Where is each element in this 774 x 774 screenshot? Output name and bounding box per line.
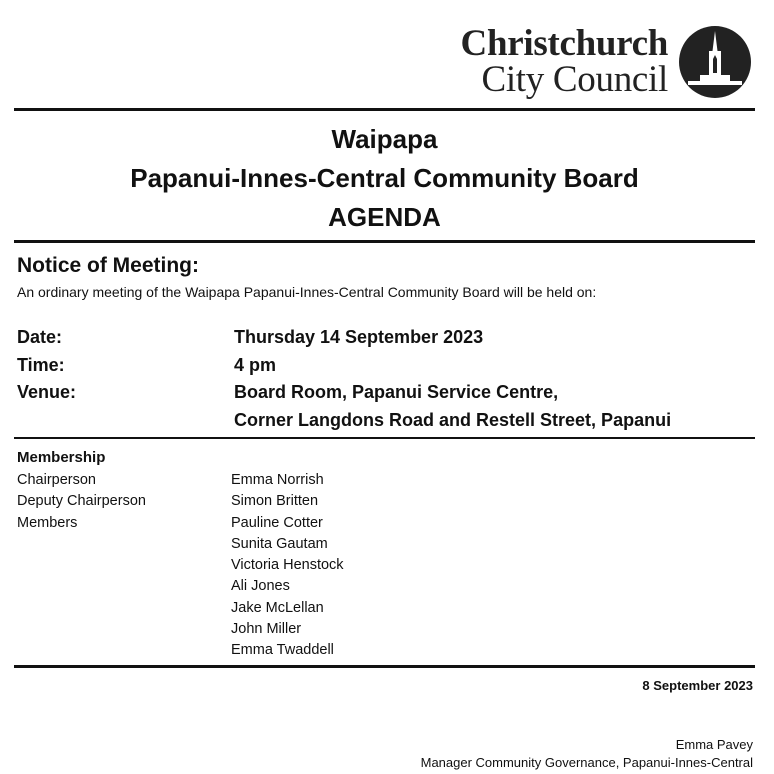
membership-list xyxy=(17,470,344,662)
member-role: Chairperson xyxy=(17,472,96,488)
title-rule xyxy=(14,240,755,243)
member-name: Emma Norrish xyxy=(231,472,324,488)
signatory-name: Emma Pavey xyxy=(675,737,753,752)
member-row xyxy=(17,598,344,619)
member-name: Emma Twaddell xyxy=(231,642,334,659)
member-row xyxy=(17,640,344,661)
meeting-details xyxy=(17,324,671,434)
venue-label: Venue: xyxy=(17,382,77,402)
member-row xyxy=(17,619,344,640)
member-name: Simon Britten xyxy=(231,493,319,510)
title-line-1: Waipapa xyxy=(331,124,438,154)
issued-date: 8 September 2023 xyxy=(642,678,753,693)
member-role xyxy=(17,619,231,640)
member-name: Pauline Cotter xyxy=(231,514,323,531)
signatory-title: Manager Community Governance, Papanui-Innes-Central xyxy=(420,755,753,770)
member-row xyxy=(17,470,344,491)
membership-heading: Membership xyxy=(17,449,106,466)
member-role xyxy=(17,576,231,597)
date-value: Thursday 14 September 2023 xyxy=(234,327,484,347)
member-row xyxy=(17,534,344,555)
member-row xyxy=(17,513,344,534)
venue-value-line-2: Corner Langdons Road and Restell Street, Papanui xyxy=(234,409,672,430)
time-row xyxy=(17,352,671,380)
member-name: Ali Jones xyxy=(231,578,290,595)
member-role xyxy=(17,640,231,661)
title-line-2: Papanui-Innes-Central Community Board xyxy=(130,163,639,193)
member-row xyxy=(17,491,344,512)
member-name: John Miller xyxy=(231,621,302,638)
cathedral-emblem-icon xyxy=(678,25,752,99)
time-label: Time: xyxy=(17,354,65,375)
title-line-3: AGENDA xyxy=(328,202,441,232)
date-row xyxy=(17,324,671,352)
venue-row xyxy=(17,379,671,407)
member-name: Sunita Gautam xyxy=(231,535,328,552)
venue-row-2 xyxy=(17,407,671,435)
venue-value-line-1: Board Room, Papanui Service Centre, xyxy=(234,382,559,402)
logo-wordmark xyxy=(460,22,668,100)
member-name: Jake McLellan xyxy=(231,599,324,616)
member-role: Deputy Chairperson xyxy=(17,493,146,510)
time-value: 4 pm xyxy=(234,354,277,375)
notice-text: An ordinary meeting of the Waipapa Papanui-Innes-Central Community Board will be held on: xyxy=(17,284,597,300)
member-role xyxy=(17,555,231,576)
member-role xyxy=(17,534,231,555)
footer-rule xyxy=(14,665,755,668)
agenda-title xyxy=(14,120,755,237)
member-role xyxy=(17,598,231,619)
council-logo xyxy=(461,24,752,100)
member-name: Victoria Henstock xyxy=(231,557,344,574)
member-role: Members xyxy=(17,514,78,531)
member-row xyxy=(17,576,344,597)
header-rule xyxy=(14,108,755,111)
logo-line-2: City Council xyxy=(481,59,668,100)
logo-line-1: Christchurch xyxy=(460,22,668,64)
notice-heading: Notice of Meeting: xyxy=(17,254,199,277)
date-label: Date: xyxy=(17,327,63,347)
details-rule xyxy=(14,437,755,439)
member-row xyxy=(17,555,344,576)
